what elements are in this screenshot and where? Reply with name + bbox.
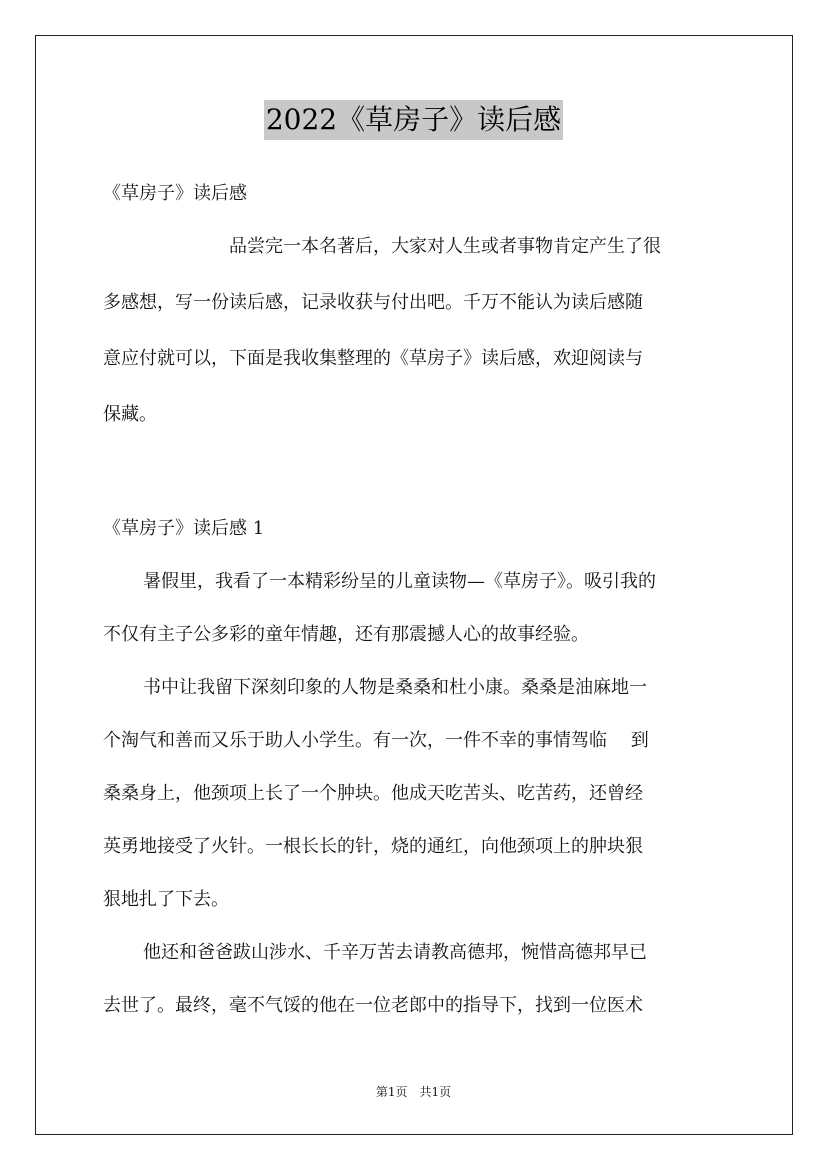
paragraph-line: 不仅有主子公多彩的童年情趣，还有那震撼人心的故事经验。 bbox=[103, 624, 589, 645]
paragraph-line: 狠地扎了下去。 bbox=[103, 889, 229, 910]
intro-line: 保藏。 bbox=[103, 404, 157, 425]
document-title: 2022《草房子》读后感 bbox=[264, 100, 563, 140]
paragraph-line: 个淘气和善而又乐于助人小学生。有一次，一件不幸的事情驾临 到 bbox=[103, 730, 649, 751]
intro-line: 多感想，写一份读后感，记录收获与付出吧。千万不能认为读后感随 bbox=[103, 292, 643, 313]
paragraph-line: 英勇地接受了火针。一根长长的针，烧的通红，向他颈项上的肿块狠 bbox=[103, 836, 643, 857]
page-footer: 第1页 共1页 bbox=[375, 1085, 452, 1099]
document-body bbox=[103, 176, 727, 1024]
paragraph-line: 桑桑身上，他颈项上长了一个肿块。他成天吃苦头、吃苦药，还曾经 bbox=[103, 783, 643, 804]
section-heading: 《草房子》读后感 1 bbox=[103, 518, 265, 539]
title-container bbox=[0, 100, 827, 140]
intro-line: 品尝完一本名著后，大家对人生或者事物肯定产生了很 bbox=[229, 236, 661, 257]
intro-line: 意应付就可以，下面是我收集整理的《草房子》读后感，欢迎阅读与 bbox=[103, 348, 643, 369]
paragraph-line: 他还和爸爸跋山涉水、千辛万苦去请教高德邦，惋惜高德邦早已 bbox=[143, 942, 647, 963]
paragraph-line: 暑假里，我看了一本精彩纷呈的儿童读物—《草房子》。吸引我的 bbox=[143, 571, 656, 592]
paragraph-line: 去世了。最终，毫不气馁的他在一位老郎中的指导下，找到一位医术 bbox=[103, 995, 643, 1016]
paragraph-line: 书中让我留下深刻印象的人物是桑桑和杜小康。桑桑是油麻地一 bbox=[143, 677, 647, 698]
intro-heading: 《草房子》读后感 bbox=[103, 183, 247, 204]
